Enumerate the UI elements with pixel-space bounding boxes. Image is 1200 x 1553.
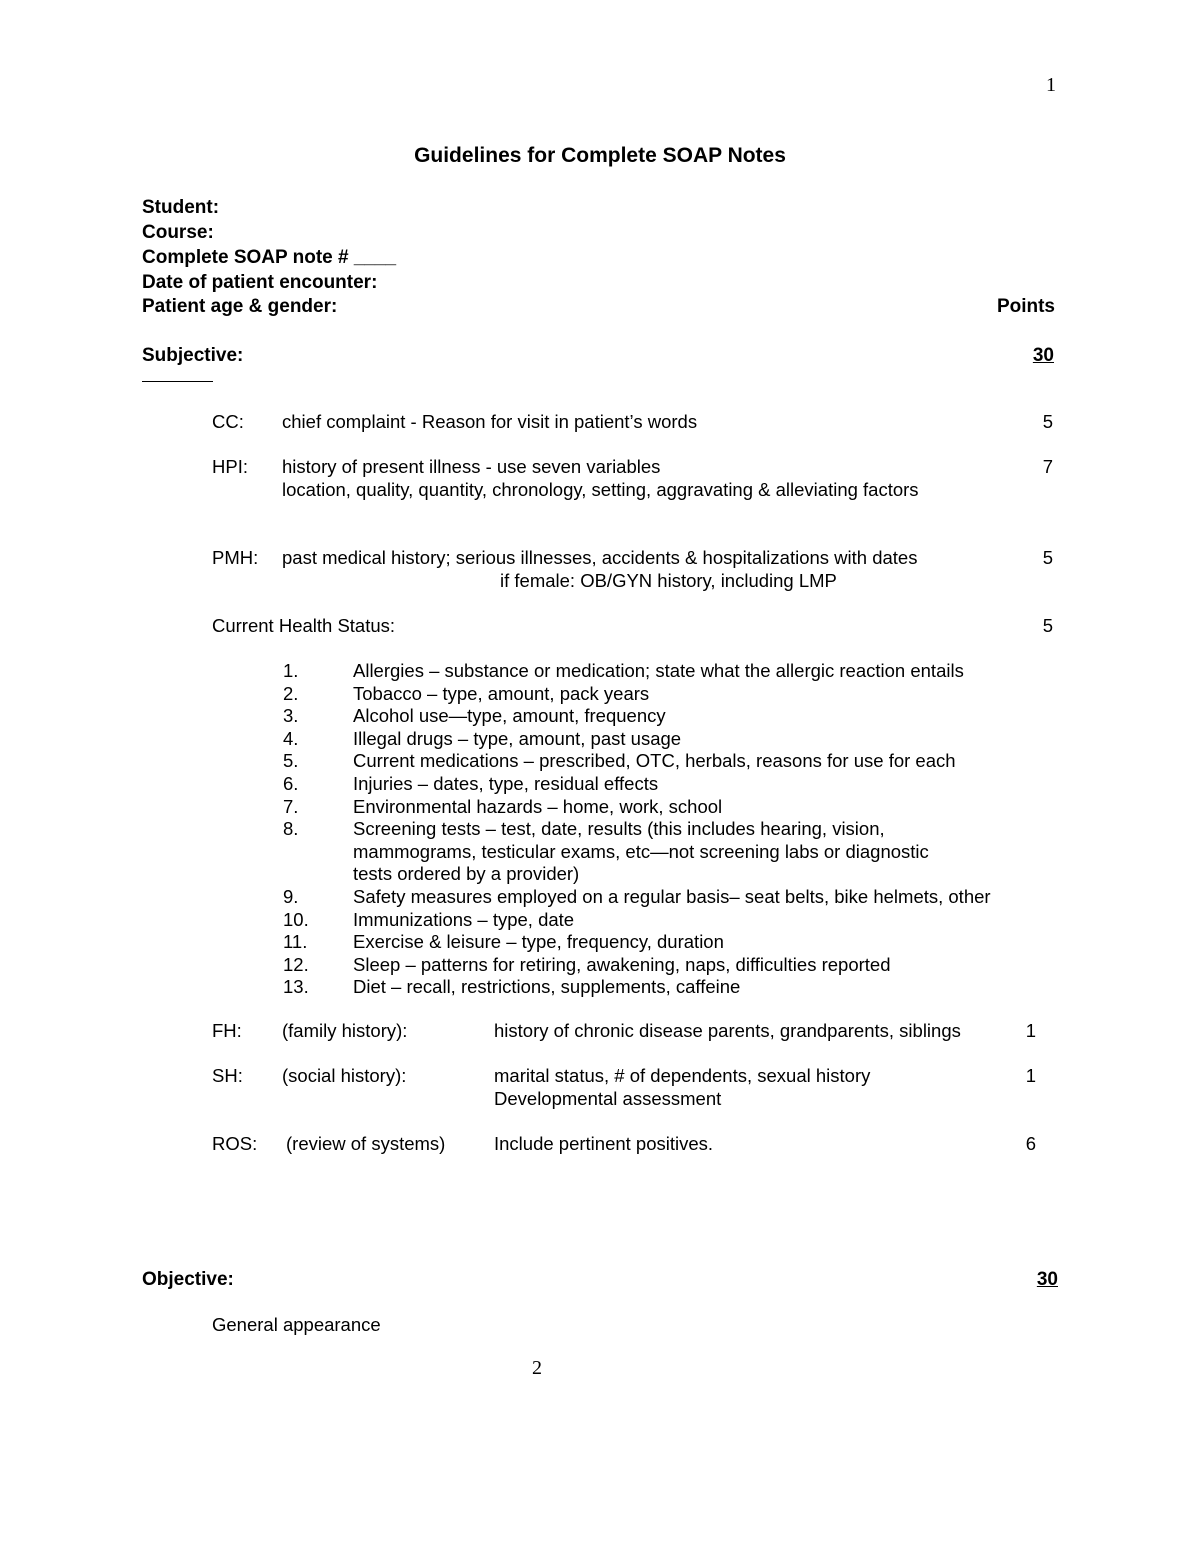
course-field: Course: [142,222,214,243]
list-item-number: 11. [283,931,308,953]
list-item-number: 6. [283,773,299,794]
patient-age-gender-field: Patient age & gender: [142,296,338,317]
hpi-text-line1: history of present illness - use seven variables [282,456,661,477]
objective-heading: Objective: [142,1269,234,1290]
pmh-label: PMH: [212,547,259,568]
list-item-text: Immunizations – type, date [353,908,575,930]
page-title: Guidelines for Complete SOAP Notes [414,144,786,167]
list-item-text: Current medications – prescribed, OTC, herbals, reasons for use for each [353,750,956,772]
current-health-status-points: 5 [1042,615,1053,636]
list-item-text: Allergies – substance or medication; state what the allergic reaction entails [353,660,964,681]
list-item-number: 4. [283,727,299,749]
hpi-points: 7 [1042,456,1053,477]
list-item-number: 2. [283,682,299,704]
sh-points: 1 [1025,1065,1036,1086]
encounter-date-field: Date of patient encounter: [142,272,378,293]
pmh-points: 5 [1042,547,1053,568]
list-item-number: 13. [283,976,309,998]
cc-text: chief complaint - Reason for visit in patient’s words [282,411,698,432]
subjective-points: 30 [1032,345,1054,366]
student-field: Student: [142,197,220,218]
subjective-heading: Subjective: [142,345,244,366]
list-item-number: 1. [283,660,299,681]
sh-paren: (social history): [282,1065,407,1086]
list-item-text: Alcohol use—type, amount, frequency [353,705,666,727]
list-item-text: Screening tests – test, date, results (this includes hearing, vision, [353,818,885,840]
subjective-underline [142,381,213,382]
general-appearance: General appearance [212,1314,381,1335]
sh-label: SH: [212,1065,243,1086]
list-item-text: Tobacco – type, amount, pack years [353,682,650,704]
list-item-text: Environmental hazards – home, work, school [353,795,723,817]
hpi-text-line2: location, quality, quantity, chronology, setting, aggravating & alleviating factors [282,479,919,500]
list-item-number: 8. [283,818,299,840]
fh-label: FH: [212,1020,242,1041]
current-health-status-label: Current Health Status: [212,615,396,636]
list-item-text: Illegal drugs – type, amount, past usage [353,727,682,749]
list-item-text: Sleep – patterns for retiring, awakening, naps, difficulties reported [353,953,891,975]
list-item-number: 9. [283,886,299,907]
list-item-text: Safety measures employed on a regular basis– seat belts, bike helmets, other [353,886,991,907]
list-item-number: 12. [283,953,309,975]
list-item-number: 3. [283,705,299,727]
pmh-text-line1: past medical history; serious illnesses, accidents & hospitalizations with dates [282,547,918,568]
list-item-text: Diet – recall, restrictions, supplements, caffeine [353,976,741,998]
ros-points: 6 [1025,1133,1036,1154]
cc-label: CC: [212,411,244,432]
objective-points: 30 [1036,1269,1058,1290]
sh-text-line1: marital status, # of dependents, sexual history [494,1065,871,1086]
pmh-text-line2: if female: OB/GYN history, including LMP [500,570,837,591]
cc-points: 5 [1042,411,1053,432]
points-heading: Points [996,296,1055,317]
fh-paren: (family history): [282,1020,408,1041]
fh-points: 1 [1025,1020,1036,1041]
list-item-number: 7. [283,795,299,817]
list-item-number: 5. [283,750,299,772]
ros-label: ROS: [212,1133,258,1154]
page-number-top: 1 [1046,74,1056,96]
hpi-label: HPI: [212,456,248,477]
list-item-number: 10. [283,908,309,930]
list-item-text: mammograms, testicular exams, etc—not screening labs or diagnostic [353,840,929,862]
soap-note-number-field: Complete SOAP note # ____ [142,247,397,268]
list-item-text: Exercise & leisure – type, frequency, duration [353,931,724,953]
ros-paren: (review of systems) [286,1133,446,1154]
ros-text: Include pertinent positives. [494,1133,714,1154]
list-item-text: Injuries – dates, type, residual effects [353,773,659,794]
list-item-text: tests ordered by a provider) [353,863,580,885]
fh-text: history of chronic disease parents, grandparents, siblings [494,1020,961,1041]
page-number-bottom: 2 [532,1357,542,1379]
sh-text-line2: Developmental assessment [494,1088,722,1109]
